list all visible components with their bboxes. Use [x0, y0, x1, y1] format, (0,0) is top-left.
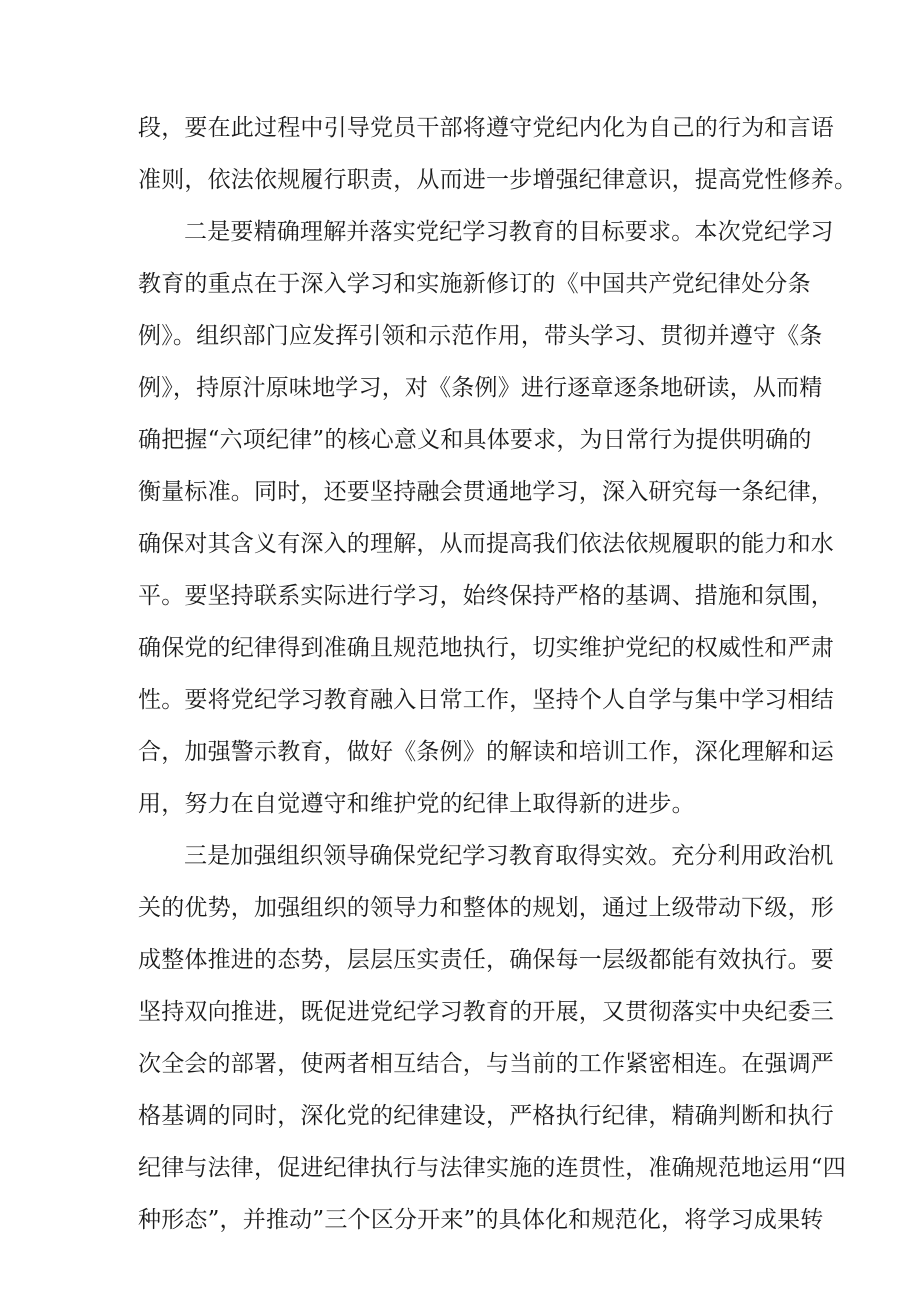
text-line: 纪律与法律，促进纪律执行与法律实施的连贯性，准确规范地运用“四 — [138, 1155, 846, 1181]
text-line: 性。要将党纪学习教育融入日常工作，坚持个人自学与集中学习相结 — [138, 687, 834, 713]
text-line: 合，加强警示教育，做好《条例》的解读和培训工作，深化理解和运 — [138, 739, 834, 765]
text-line: 例》。组织部门应发挥引领和示范作用，带头学习、贯彻并遵守《条 — [138, 323, 823, 349]
text-line: 例》，持原汁原味地学习，对《条例》进行逐章逐条地研读，从而精 — [138, 375, 823, 401]
text-line: 准则，依法依规履行职责，从而进一步增强纪律意识，提高党性修养。 — [138, 167, 858, 193]
text-line: 坚持双向推进，既促进党纪学习教育的开展，又贯彻落实中央纪委三 — [138, 999, 834, 1025]
text-line: 确保对其含义有深入的理解，从而提高我们依法依规履职的能力和水 — [138, 531, 834, 557]
text-line: 衡量标准。同时，还要坚持融会贯通地学习，深入研究每一条纪律， — [138, 479, 834, 505]
text-line: 确把握“六项纪律”的核心意义和具体要求，为日常行为提供明确的 — [138, 427, 812, 453]
text-line: 确保党的纪律得到准确且规范地执行，切实维护党纪的权威性和严肃 — [138, 635, 834, 661]
paragraph-start-line: 二是要精确理解并落实党纪学习教育的目标要求。本次党纪学习 — [184, 219, 834, 245]
text-line: 格基调的同时，深化党的纪律建设，严格执行纪律，精确判断和执行 — [138, 1103, 834, 1129]
text-line: 用，努力在自觉遵守和维护党的纪律上取得新的进步。 — [138, 791, 695, 817]
text-line: 教育的重点在于深入学习和实施新修订的《中国共产党纪律处分条 — [138, 271, 811, 297]
text-line: 成整体推进的态势，层层压实责任，确保每一层级都能有效执行。要 — [138, 947, 834, 973]
text-line: 种形态”，并推动”三个区分开来”的具体化和规范化，将学习成果转 — [138, 1207, 824, 1233]
text-line: 段，要在此过程中引导党员干部将遵守党纪内化为自己的行为和言语 — [138, 115, 834, 141]
text-line: 次全会的部署，使两者相互结合，与当前的工作紧密相连。在强调严 — [138, 1051, 834, 1077]
paragraph-start-line: 三是加强组织领导确保党纪学习教育取得实效。充分利用政治机 — [184, 843, 834, 869]
text-line: 平。要坚持联系实际进行学习，始终保持严格的基调、措施和氛围， — [138, 583, 834, 609]
text-line: 关的优势，加强组织的领导力和整体的规划，通过上级带动下级，形 — [138, 895, 834, 921]
